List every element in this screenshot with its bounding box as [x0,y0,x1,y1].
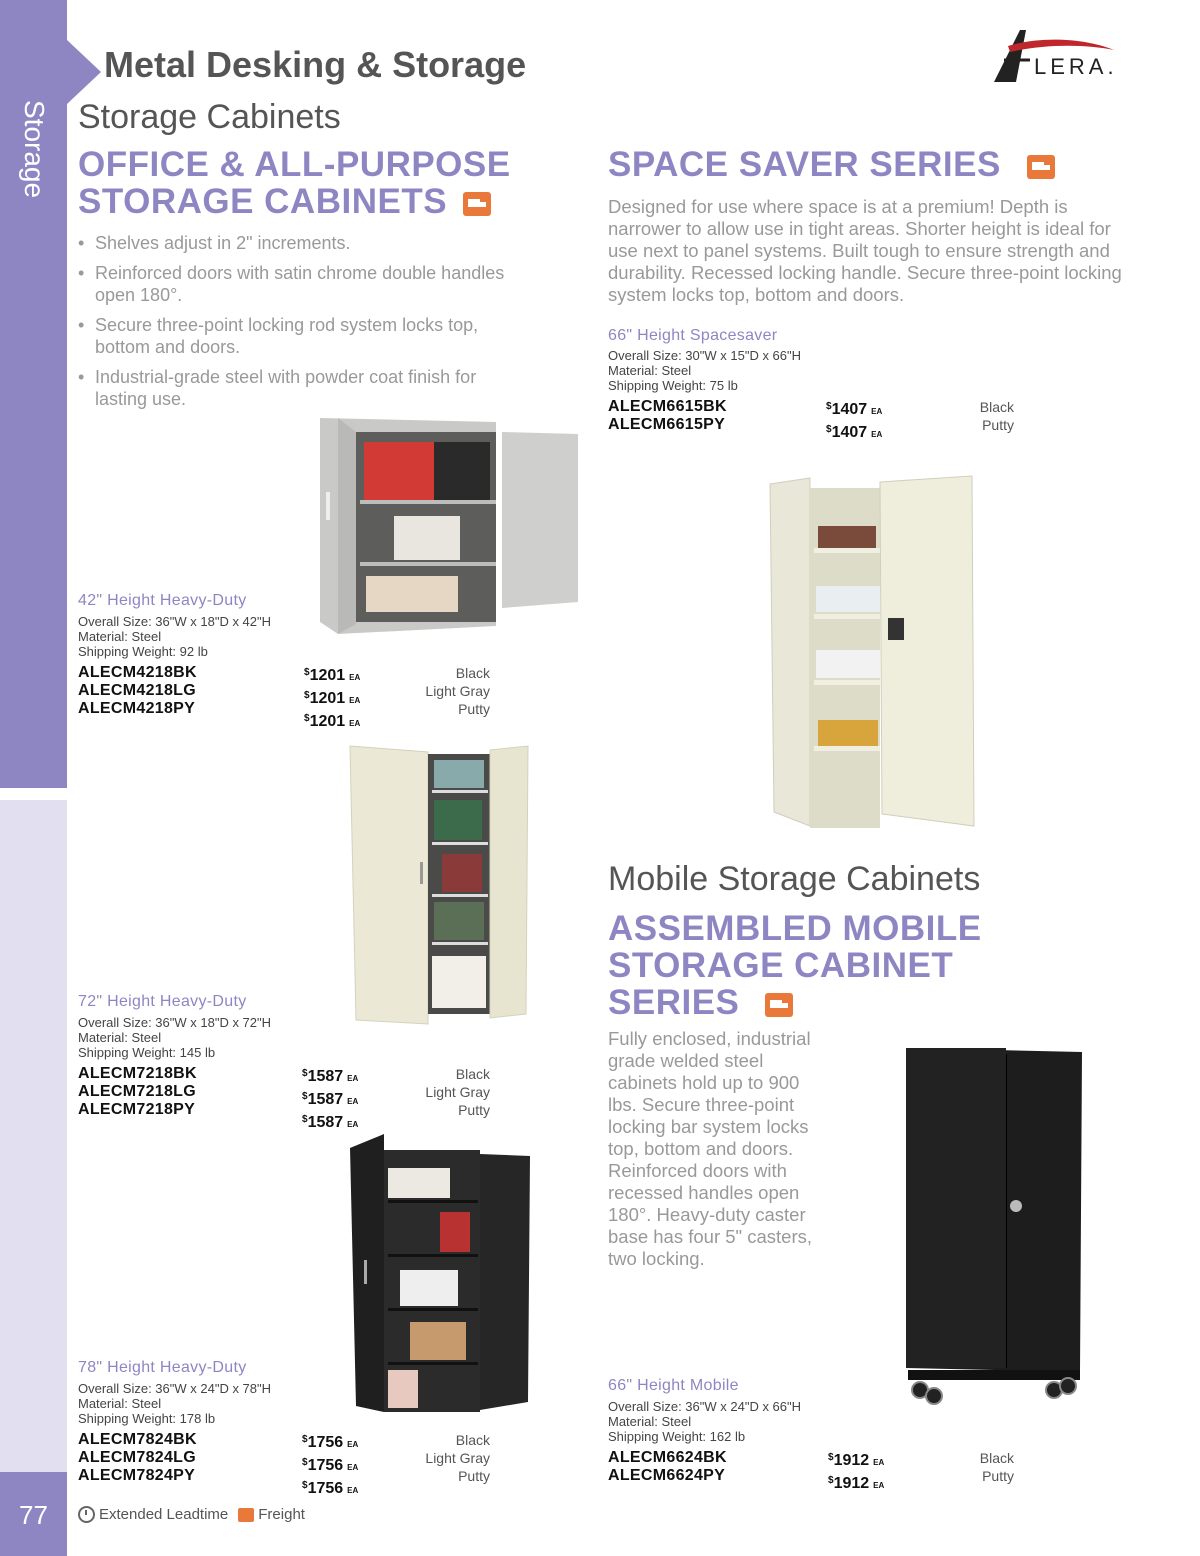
price: $1587 EA [302,1068,359,1085]
sku-list [608,398,727,434]
sku-list [78,664,197,718]
color-list [380,1065,490,1119]
sku-list [78,1065,197,1119]
color-option: Putty [458,1468,490,1484]
product-title: 42" Height Heavy-Duty [78,592,247,609]
spacesaver-cabinet-image [766,474,980,845]
price-list [828,1449,884,1495]
page-number: 77 [19,1500,48,1530]
section-title: Metal Desking & Storage [104,44,527,85]
price: $1912 EA [828,1452,885,1469]
brand-name: LERA. [1034,54,1118,79]
color-list [904,398,1014,434]
headline-line-1: ASSEMBLED MOBILE [608,909,982,948]
price: $1587 EA [302,1114,359,1131]
product-title: 66" Height Mobile [608,1377,739,1394]
price-list [302,1431,358,1500]
mobile-subsection-title: Mobile Storage Cabinets [608,860,981,898]
color-option: Putty [982,417,1014,433]
space-saver-description: Designed for use where space is at a premium! Depth is narrower to allow use in tight areas. Shorter height is ideal for use next to panel systems. Built tough to ensure strength and durability. Recessed locking handle. Secure three-point locking system locks top, bottom and doors. [608,196,1122,305]
list-item: • Secure three-point locking rod system locks top, bottom and doors. [78,314,518,358]
subsection-title: Storage Cabinets [78,98,341,136]
sku-list [78,1431,197,1485]
side-tab-label: Storage [19,100,50,199]
color-option: Putty [458,701,490,717]
sku: ALECM6624PY [608,1467,726,1484]
price: $1756 EA [302,1457,359,1474]
color-option: Light Gray [425,1450,490,1466]
sku: ALECM7218BK [78,1065,197,1082]
product-specs: Overall Size: 36"W x 18"D x 72"H Material: Steel Shipping Weight: 145 lb [78,1015,272,1060]
legend-freight: Freight [258,1506,305,1523]
product-title: 66" Height Spacesaver [608,327,778,344]
price: $1756 EA [302,1480,359,1497]
color-option: Black [455,665,490,681]
sku: ALECM7824BK [78,1431,197,1448]
mobile-cabinet-image [898,1046,1086,1413]
color-option: Black [455,1432,490,1448]
freight-icon [765,993,793,1017]
color-list [904,1449,1014,1485]
sku: ALECM4218BK [78,664,197,681]
price: $1407 EA [826,424,883,441]
price: $1407 EA [826,401,883,418]
color-option: Light Gray [425,683,490,699]
price: $1756 EA [302,1434,359,1451]
headline-line-2: STORAGE CABINET [608,946,954,985]
color-option: Putty [982,1468,1014,1484]
cabinet-72-image [348,742,534,1037]
sku: ALECM4218PY [78,700,196,717]
price: $1912 EA [828,1475,885,1492]
product-specs: Overall Size: 30"W x 15"D x 66"H Material: Steel Shipping Weight: 75 lb [608,348,802,393]
sku: ALECM6624BK [608,1449,727,1466]
list-item: • Reinforced doors with satin chrome double handles open 180°. [78,262,518,306]
sku: ALECM4218LG [78,682,196,699]
product-title: 78" Height Heavy-Duty [78,1359,247,1376]
cabinet-78-image [344,1130,538,1425]
headline-line-2: STORAGE CABINETS [78,183,511,220]
mobile-headline [608,910,982,1021]
sku: ALECM7824PY [78,1467,196,1484]
color-option: Black [979,1450,1014,1466]
price-list [826,398,882,444]
product-specs: Overall Size: 36"W x 24"D x 78"H Material: Steel Shipping Weight: 178 lb [78,1381,272,1426]
sku: ALECM6615PY [608,416,726,433]
sku: ALECM6615BK [608,398,727,415]
list-item: • Industrial-grade steel with powder coat finish for lasting use. [78,366,518,410]
sku: ALECM7824LG [78,1449,196,1466]
cabinet-42-image [316,412,582,643]
freight-icon [463,192,491,216]
price: $1201 EA [304,667,361,684]
list-item: • Shelves adjust in 2" increments. [78,232,518,254]
product-specs: Overall Size: 36"W x 18"D x 42"H Material: Steel Shipping Weight: 92 lb [78,614,272,659]
color-option: Light Gray [425,1084,490,1100]
color-option: Black [455,1066,490,1082]
price: $1201 EA [304,713,361,730]
legend-extended-leadtime: Extended Leadtime [99,1506,229,1523]
office-cabinets-headline [78,146,511,220]
color-option: Putty [458,1102,490,1118]
sku-list [608,1449,727,1485]
feature-list [78,232,518,418]
price: $1587 EA [302,1091,359,1108]
side-tab-lower [0,800,67,1472]
color-list [380,1431,490,1485]
color-list [380,664,490,718]
alera-logo [990,24,1120,88]
price-list [302,1065,358,1134]
mobile-description: Fully enclosed, industrial grade welded steel cabinets hold up to 900 lbs. Secure three-point locking bar system locks top, bottom and doors. Reinforced doors with recessed handles open 180°. Heavy-duty caster base has four 5" casters, two locking. [608,1028,813,1269]
clock-icon [78,1506,95,1523]
space-saver-headline: SPACE SAVER SERIES [608,146,1055,183]
freight-icon [1027,155,1055,179]
sku: ALECM7218PY [78,1101,196,1118]
headline-line-1: OFFICE & ALL-PURPOSE [78,145,511,184]
sku: ALECM7218LG [78,1083,196,1100]
product-specs: Overall Size: 36"W x 24"D x 66"H Material: Steel Shipping Weight: 162 lb [608,1399,802,1444]
product-title: 72" Height Heavy-Duty [78,993,247,1010]
legend [78,1506,305,1523]
price: $1201 EA [304,690,361,707]
headline-line-3: SERIES [608,984,982,1021]
price-list [304,664,360,733]
section-arrow [67,40,101,104]
freight-icon [238,1508,254,1522]
color-option: Black [979,399,1014,415]
